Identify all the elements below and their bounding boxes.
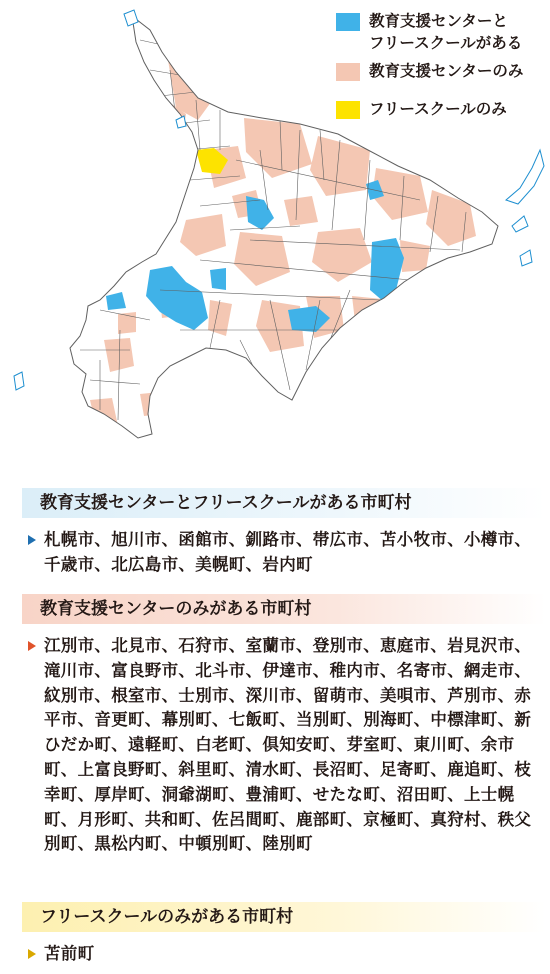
section-both-list-wrap [22, 528, 546, 578]
triangle-bullet-icon [28, 949, 36, 959]
section-free-only-title: フリースクールのみがある市町村 [22, 902, 546, 932]
legend-item-center-only [336, 60, 546, 90]
section-free-only-list-wrap [22, 942, 546, 967]
section-center-only [22, 594, 546, 857]
legend-item-both [336, 10, 546, 60]
section-center-only-title: 教育支援センターのみがある市町村 [22, 594, 546, 624]
legend-label-both: 教育支援センターと フリースクールがある [369, 12, 523, 52]
swatch-center-only [336, 63, 360, 81]
map-legend [336, 10, 546, 128]
triangle-bullet-icon [28, 535, 36, 545]
section-both-title: 教育支援センターとフリースクールがある市町村 [22, 488, 546, 518]
section-free-only [22, 902, 546, 967]
legend-item-free-only [336, 98, 546, 128]
section-center-only-list: 江別市、北見市、石狩市、室蘭市、登別市、恵庭市、岩見沢市、滝川市、富良野市、北斗市、伊達市、稚内市、名寄市、網走市、紋別市、根室市、士別市、深川市、留萌市、美唄市、芦別市、赤平市、音更町、幕別町、七飯町、当別町、別海町、中標津町、新ひだか町、遠軽町、白老町、倶知安町、芽室町、東川町、余市町、上富良野町、斜里町、清水町、長沼町、足寄町、鹿追町、枝幸町、厚岸町、洞爺湖町、豊浦町、せたな町、沼田町、上士幌町、月形町、共和町、佐呂間町、鹿部町、京極町、真狩村、秩父別町、黒松内町、中頓別町、陸別町 [44, 636, 532, 854]
section-center-only-list-wrap [22, 634, 546, 857]
triangle-bullet-icon [28, 641, 36, 651]
legend-label-center-only: 教育支援センターのみ [369, 62, 524, 80]
section-free-only-list: 苫前町 [44, 944, 95, 963]
section-both [22, 488, 546, 578]
swatch-both [336, 13, 360, 31]
swatch-free-only [336, 101, 360, 119]
legend-label-free-only: フリースクールのみ [369, 100, 507, 118]
section-both-list: 札幌市、旭川市、函館市、釧路市、帯広市、苫小牧市、小樽市、千歳市、北広島市、美幌町、岩内町 [44, 530, 532, 574]
